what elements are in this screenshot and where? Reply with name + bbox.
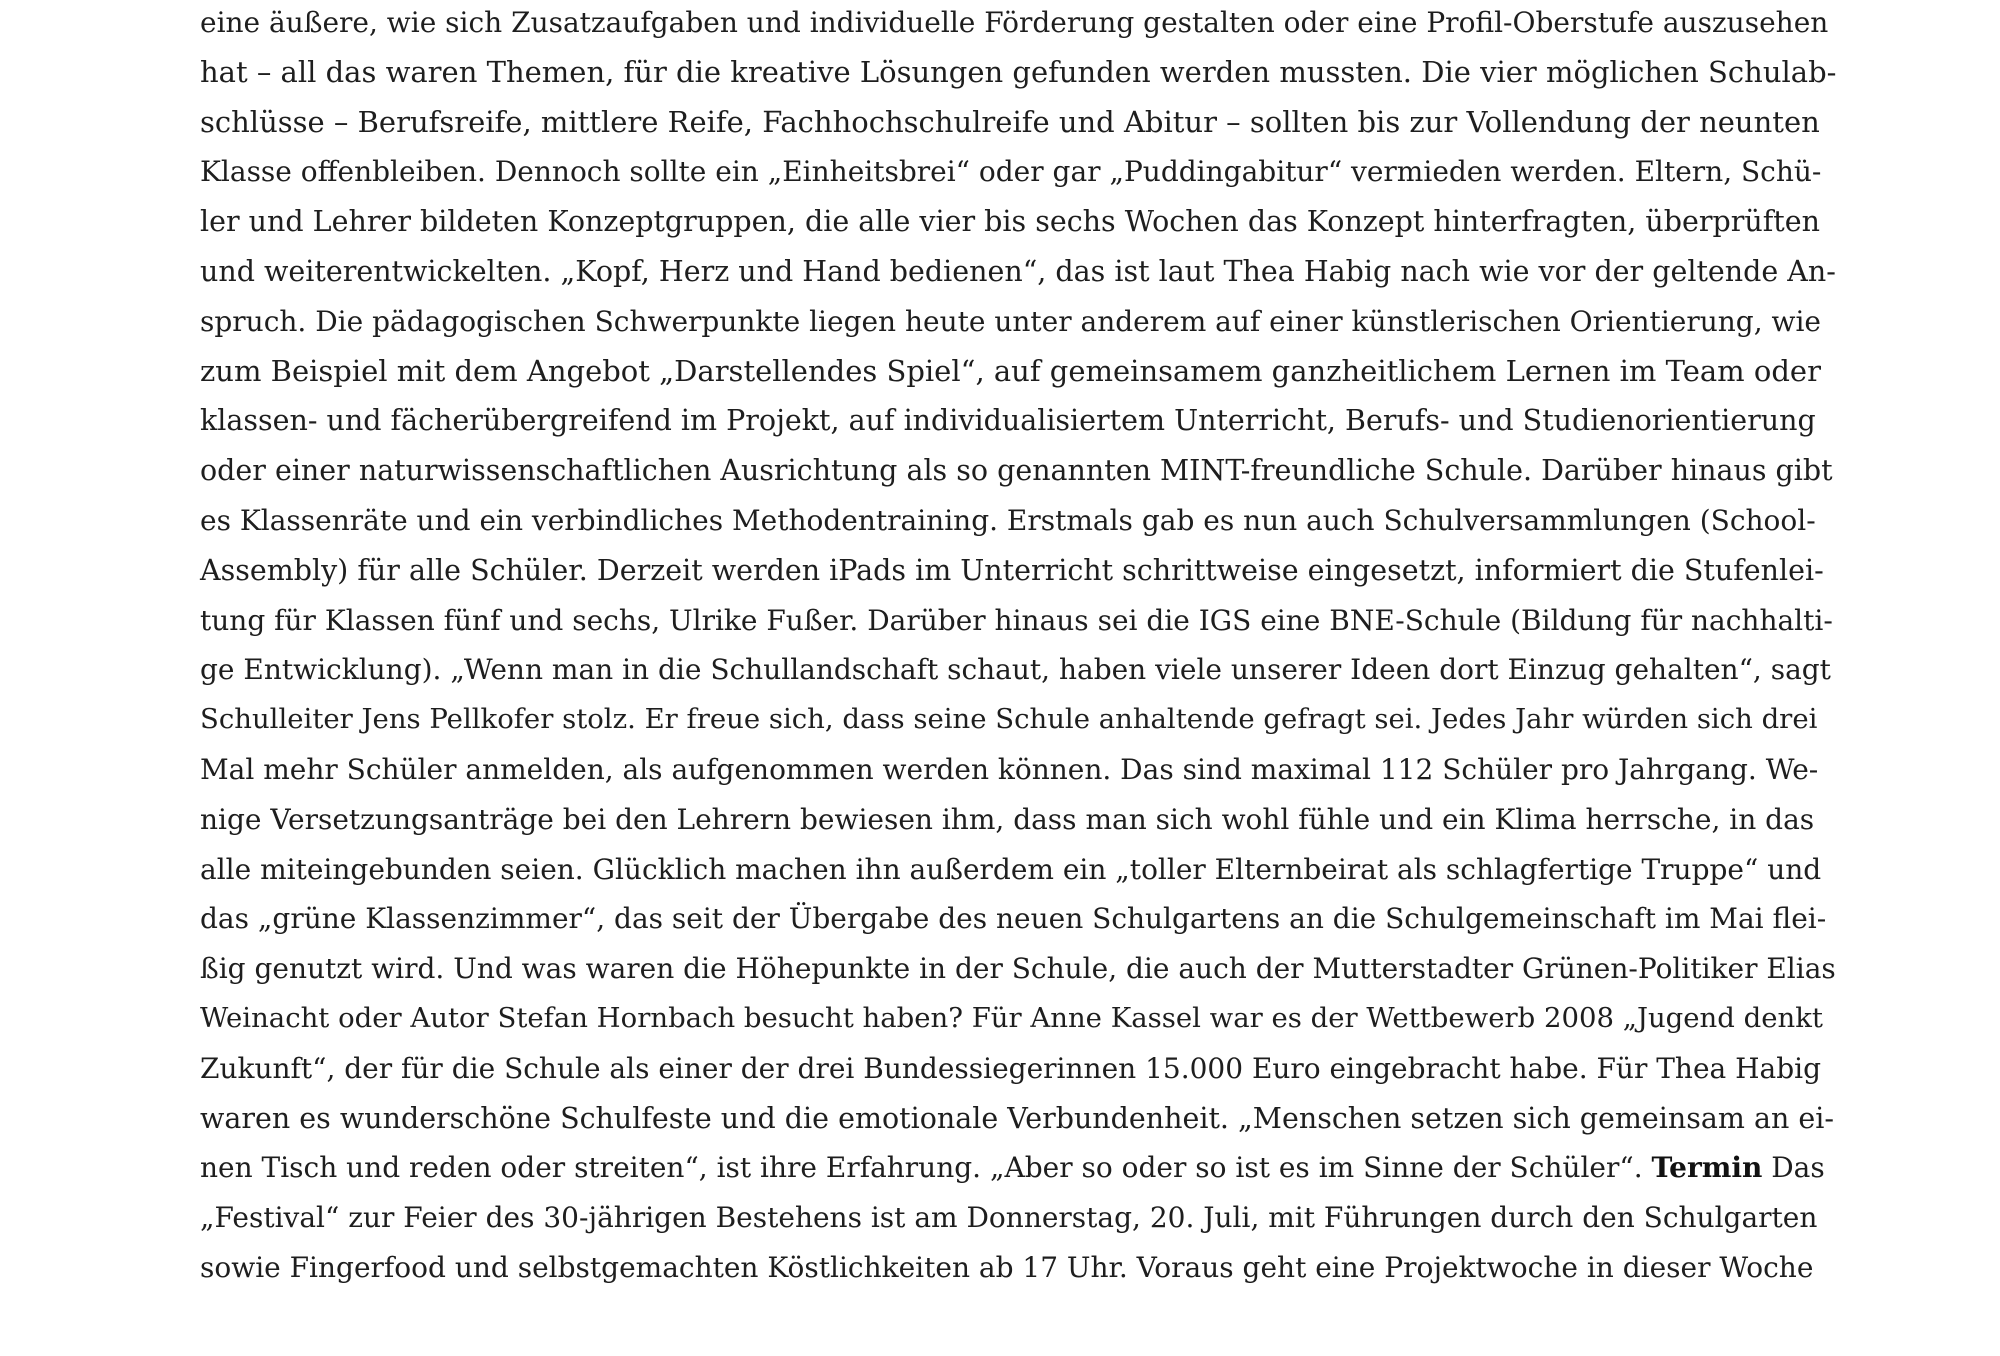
text-line: hat – all das waren Themen, für die kreative Lösungen gefunden werden mussten. Die vier möglichen Schulab- [200,54,1837,89]
text-segment: nen Tisch und reden oder streiten“, ist ihre Erfahrung. „Aber so oder so ist es im Sinne der Schüler“. [200,1151,1652,1185]
text-line: nige Versetzungsanträge bei den Lehrern bewiesen ihm, dass man sich wohl fühle und ein Klima herrsche, in das [200,802,1815,836]
text-line: alle miteingebunden seien. Glücklich machen ihn außerdem ein „toller Elternbeirat als schlagfertige Truppe“ und [200,852,1822,886]
text-line: Klasse offenbleiben. Dennoch sollte ein „Einheitsbrei“ oder gar „Puddingabitur“ vermieden werden. Eltern, Schü- [200,155,1822,189]
text-line: waren es wunderschöne Schulfeste und die emotionale Verbundenheit. „Menschen setzen sich gemeinsam an ei- [200,1101,1834,1135]
text-line: oder einer naturwissenschaftlichen Ausrichtung als so genannten MINT-freundliche Schule. Darüber hinaus gibt [200,454,1833,488]
text-line [200,1142,1840,1194]
text-segment: Das [1762,1151,1825,1185]
text-line: ler und Lehrer bildeten Konzeptgruppen, die alle vier bis sechs Wochen das Konzept hinterfragten, überprüften [200,205,1820,239]
text-line: ge Entwicklung). „Wenn man in die Schullandschaft schaut, haben viele unserer Ideen dort Einzug gehalten“, sagt [200,653,1831,687]
text-line: eine äußere, wie sich Zusatzaufgaben und individuelle Förderung gestalten oder eine Profil-Oberstufe auszusehen [200,6,1829,39]
text-line: es Klassenräte und ein verbindliches Methodentraining. Erstmals gab es nun auch Schulversammlungen (School- [200,503,1816,537]
text-line: spruch. Die pädagogischen Schwerpunkte liegen heute unter anderem auf einer künstlerischen Orientierung, wie [200,304,1822,338]
text-line: klassen- und fächerübergreifend im Projekt, auf individualisiertem Unterricht, Berufs- und Studienorientierung [200,404,1816,438]
article-text [200,0,1840,1294]
text-line: Mal mehr Schüler anmelden, als aufgenommen werden können. Das sind maximal 112 Schüler pro Jahrgang. We- [200,752,1819,786]
text-line: Weinacht oder Autor Stefan Hornbach besucht haben? Für Anne Kassel war es der Wettbewerb 2008 „Jugend denkt [200,1001,1823,1034]
termin-heading: Termin [1651,1151,1763,1185]
text-line: „Festival“ zur Feier des 30-jährigen Bestehens ist am Donnerstag, 20. Juli, mit Führungen durch den Schulgarten [200,1201,1818,1235]
text-line: tung für Klassen fünf und sechs, Ulrike Fußer. Darüber hinaus sei die IGS eine BNE-Schule (Bildung für nachhalti- [200,603,1833,637]
text-line: ßig genutzt wird. Und was waren die Höhepunkte in der Schule, die auch der Mutterstadter Grünen-Politiker Elias [200,952,1836,986]
text-line: Assembly) für alle Schüler. Derzeit werden iPads im Unterricht schrittweise eingesetzt, informiert die Stufenlei- [200,553,1824,587]
text-line: und weiterentwickelten. „Kopf, Herz und Hand bedienen“, das ist laut Thea Habig nach wie vor der geltende An- [200,254,1836,288]
text-line: sowie Fingerfood und selbstgemachten Köstlichkeiten ab 17 Uhr. Voraus geht eine Projektwoche in dieser Woche [200,1250,1814,1284]
text-line: das „grüne Klassenzimmer“, das seit der Übergabe des neuen Schulgartens an die Schulgemeinschaft im Mai flei- [200,902,1827,936]
text-line: Zukunft“, der für die Schule als einer der drei Bundessiegerinnen 15.000 Euro eingebracht habe. Für Thea Habig [200,1051,1822,1085]
text-line: Schulleiter Jens Pellkofer stolz. Er freue sich, dass seine Schule anhaltende gefragt sei. Jedes Jahr würden sich drei [200,703,1818,736]
text-line: zum Beispiel mit dem Angebot „Darstellendes Spiel“, auf gemeinsamem ganzheitlichem Lernen im Team oder [200,353,1821,388]
text-line: schlüsse – Berufsreife, mittlere Reife, Fachhochschulreife und Abitur – sollten bis zur Vollendung der neunten [200,104,1820,139]
